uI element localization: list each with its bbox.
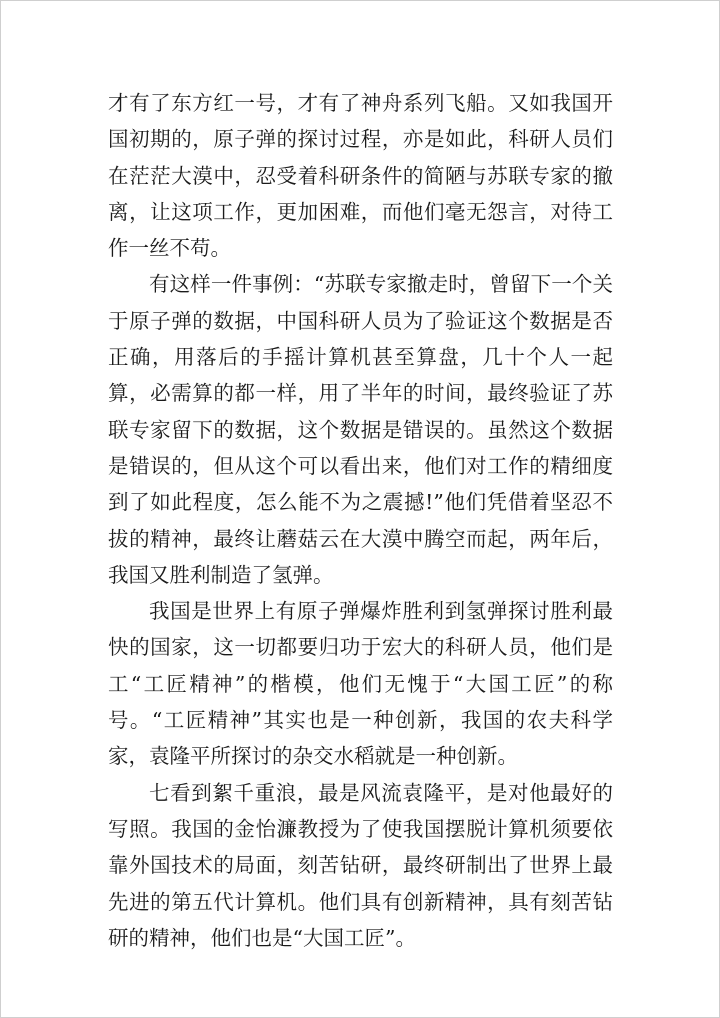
paragraph: 七看到絮千重浪，最是风流袁隆平，是对他最好的写照。我国的金怡濂教授为了使我国摆脱计算机须要依靠外国技术的局面，刻苦钻研，最终研制出了世界上最先进的第五代计算机。他们具有创新精神，具有刻苦钻研的精神，他们也是“大国工匠”。	[108, 780, 613, 950]
paragraph: 有这样一件事例：“苏联专家撤走时，曾留下一个关于原子弹的数据，中国科研人员为了验证这个数据是否正确，用落后的手摇计算机甚至算盘，几十个人一起算，必需算的都一样，用了半年的时间，最终验证了苏联专家留下的数据，这个数据是错误的。虽然这个数据是错误的，但从这个可以看出来，他们对工作的精细度到了如此程度，怎么能不为之震撼!”他们凭借着坚忍不拔的精神，最终让蘑菇云在大漠中腾空而起，两年后，我国又胜利制造了氢弹。	[108, 272, 613, 587]
body-text	[108, 85, 613, 956]
paragraph-continuation: 才有了东方红一号，才有了神舟系列飞船。又如我国开国初期的，原子弹的探讨过程，亦是如此，科研人员们在茫茫大漠中，忍受着科研条件的简陋与苏联专家的撤离，让这项工作，更加困难，而他们毫无怨言，对待工作一丝不苟。	[108, 91, 613, 261]
paragraph: 我国是世界上有原子弹爆炸胜利到氢弹探讨胜利最快的国家，这一切都要归功于宏大的科研人员，他们是工“工匠精神”的楷模，他们无愧于“大国工匠”的称号。“工匠精神”其实也是一种创新，我国的农夫科学家，袁隆平所探讨的杂交水稻就是一种创新。	[108, 599, 613, 769]
